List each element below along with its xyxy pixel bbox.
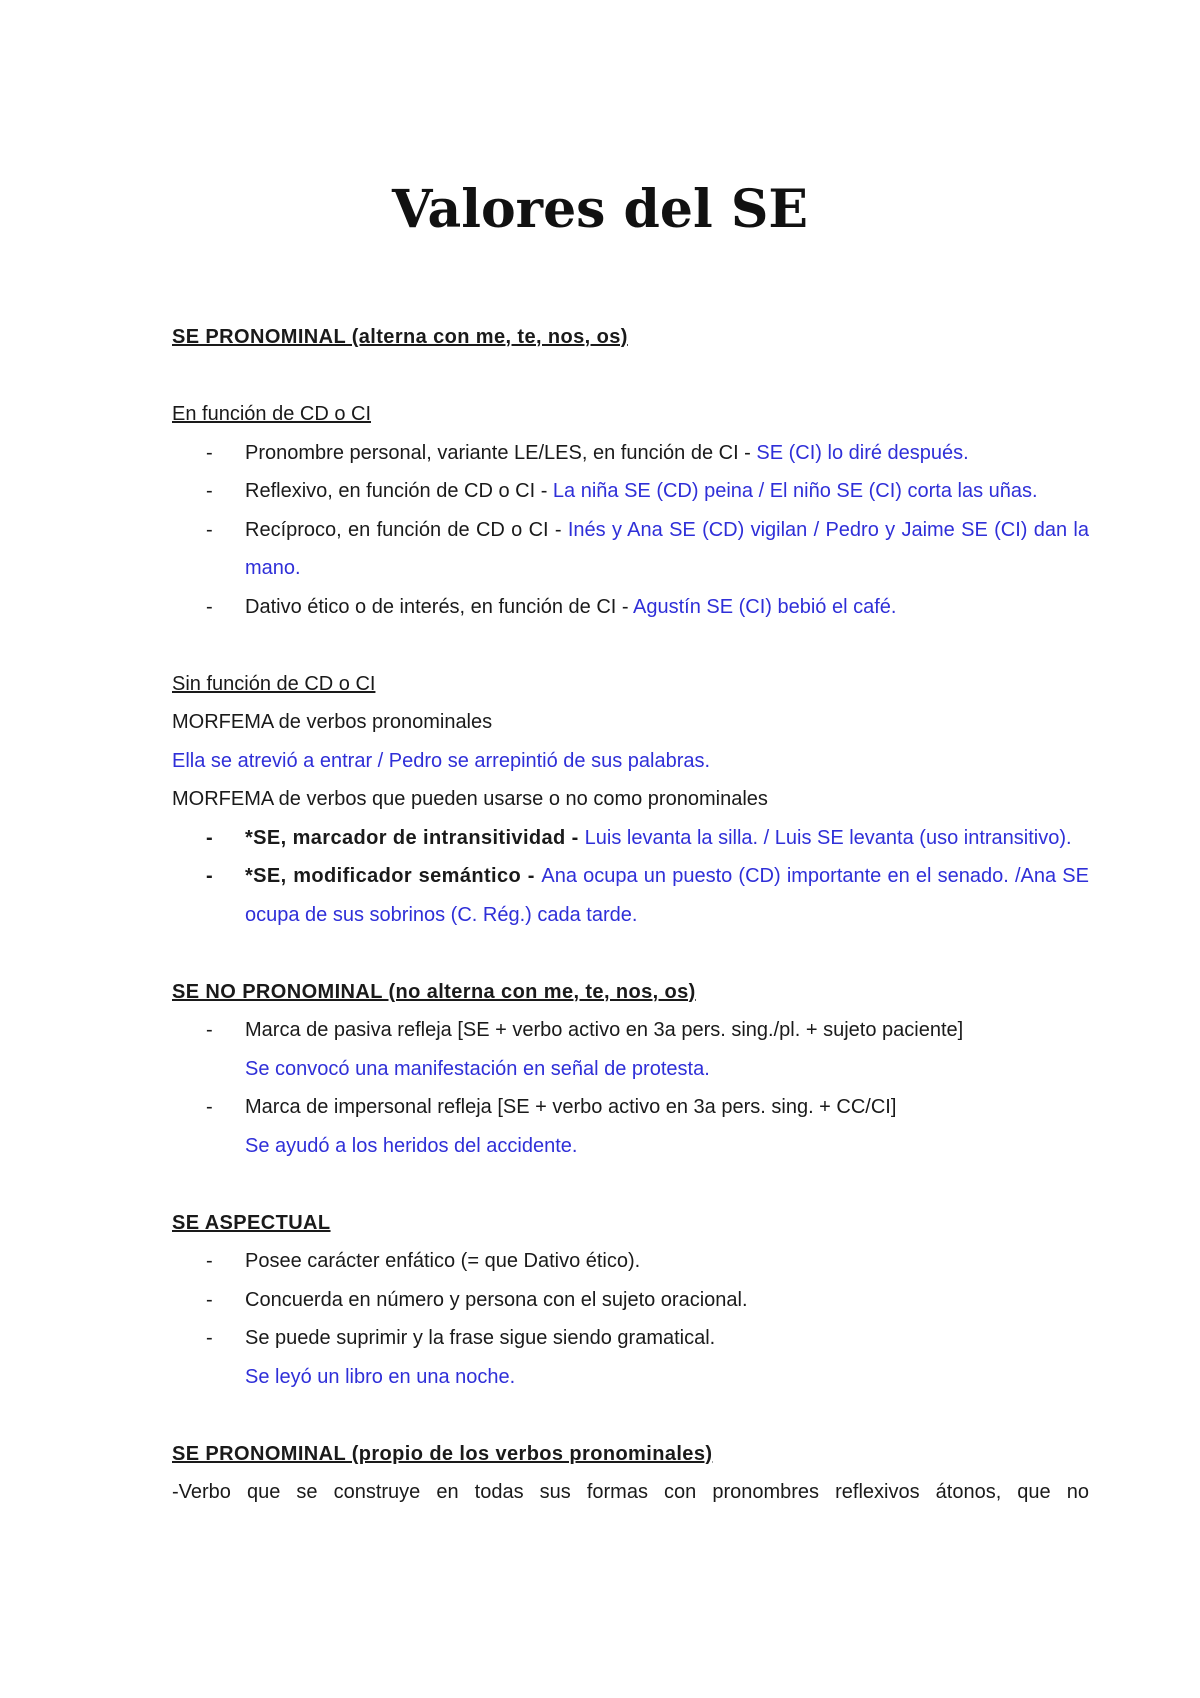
item-example: Ana ocupa un puesto (CD) importante en el senado. /Ana SE ocupa de sus sobrinos (C. Rég.) cada tarde. xyxy=(245,865,1089,926)
list-dash: - xyxy=(206,441,213,464)
item-text: Reflexivo, en función de CD o CI - xyxy=(245,480,553,502)
item-example: Luis levanta la silla. / Luis SE levanta (uso intransitivo). xyxy=(584,826,1072,849)
subheading-con-funcion: En función de CD o CI xyxy=(172,403,371,425)
item-example: La niña SE (CD) peina / El niño SE (CI) corta las uñas. xyxy=(552,480,1038,502)
subheading-sin-funcion: Sin función de CD o CI xyxy=(172,672,376,695)
list-dash: - xyxy=(206,518,213,541)
list-item xyxy=(172,1011,1089,1050)
item-label: *SE, modificador semántico - xyxy=(245,865,542,887)
list-item xyxy=(172,1281,1089,1320)
list-item xyxy=(172,434,1089,473)
list-dash: - xyxy=(206,595,213,618)
section-heading-se-no-pronominal: SE NO PRONOMINAL (no alterna con me, te, nos, os) xyxy=(172,980,696,1003)
list-item xyxy=(172,472,1089,511)
paragraph-line: -Verbo que se construye en todas sus formas con pronombres reflexivos átonos, que no xyxy=(172,1481,1089,1503)
item-text: Concuerda en número y persona con el sujeto oracional. xyxy=(245,1288,748,1311)
morfema-example: Ella se atrevió a entrar / Pedro se arrepintió de sus palabras. xyxy=(172,749,711,772)
item-text: Pronombre personal, variante LE/LES, en función de CI - xyxy=(245,441,757,464)
list-item xyxy=(172,588,1089,627)
section-heading-se-pronominal: SE PRONOMINAL (alterna con me, te, nos, os) xyxy=(172,326,628,348)
list-dash: - xyxy=(206,1250,213,1272)
list-dash: - xyxy=(206,1019,213,1041)
item-text: Marca de impersonal refleja [SE + verbo activo en 3a pers. sing. + CC/CI] xyxy=(245,1096,897,1118)
item-example: Agustín SE (CI) bebió el café. xyxy=(633,595,897,618)
item-text: Marca de pasiva refleja [SE + verbo activo en 3a pers. sing./pl. + sujeto paciente] xyxy=(245,1019,964,1041)
morfema-line: MORFEMA de verbos pronominales xyxy=(172,711,493,733)
list-dash: - xyxy=(206,865,213,887)
item-example: Se leyó un libro en una noche. xyxy=(245,1365,516,1388)
section-heading-se-pronominal-propio: SE PRONOMINAL (propio de los verbos pronominales) xyxy=(172,1442,713,1465)
document-body xyxy=(172,318,1089,1512)
section-heading-se-aspectual: SE ASPECTUAL xyxy=(172,1211,331,1234)
list-item xyxy=(172,1319,1089,1358)
list-item-bold xyxy=(172,857,1089,934)
list-item xyxy=(172,1242,1089,1281)
list-item-bold xyxy=(172,819,1089,858)
item-example: Inés y Ana SE (CD) vigilan / Pedro y Jaime SE (CI) dan la mano. xyxy=(245,518,1089,579)
item-example: SE (CI) lo diré después. xyxy=(756,441,969,464)
item-text: Se puede suprimir y la frase sigue siendo gramatical. xyxy=(245,1327,716,1349)
item-label: *SE, marcador de intransitividad - xyxy=(245,826,585,849)
list-dash: - xyxy=(206,826,213,849)
item-example: Se ayudó a los heridos del accidente. xyxy=(245,1134,578,1157)
item-text: Dativo ético o de interés, en función de CI - xyxy=(245,595,633,618)
list-dash: - xyxy=(206,1096,213,1118)
item-text: Posee carácter enfático (= que Dativo ético). xyxy=(245,1250,641,1272)
item-text: Recíproco, en función de CD o CI - xyxy=(245,518,568,541)
morfema-line: MORFEMA de verbos que pueden usarse o no como pronominales xyxy=(172,788,768,810)
item-example: Se convocó una manifestación en señal de protesta. xyxy=(245,1057,710,1080)
list-dash: - xyxy=(206,480,213,502)
list-dash: - xyxy=(206,1327,213,1349)
list-item xyxy=(172,511,1089,588)
list-item xyxy=(172,1088,1089,1127)
page-title: Valores del SE xyxy=(391,179,809,240)
list-dash: - xyxy=(206,1288,213,1311)
